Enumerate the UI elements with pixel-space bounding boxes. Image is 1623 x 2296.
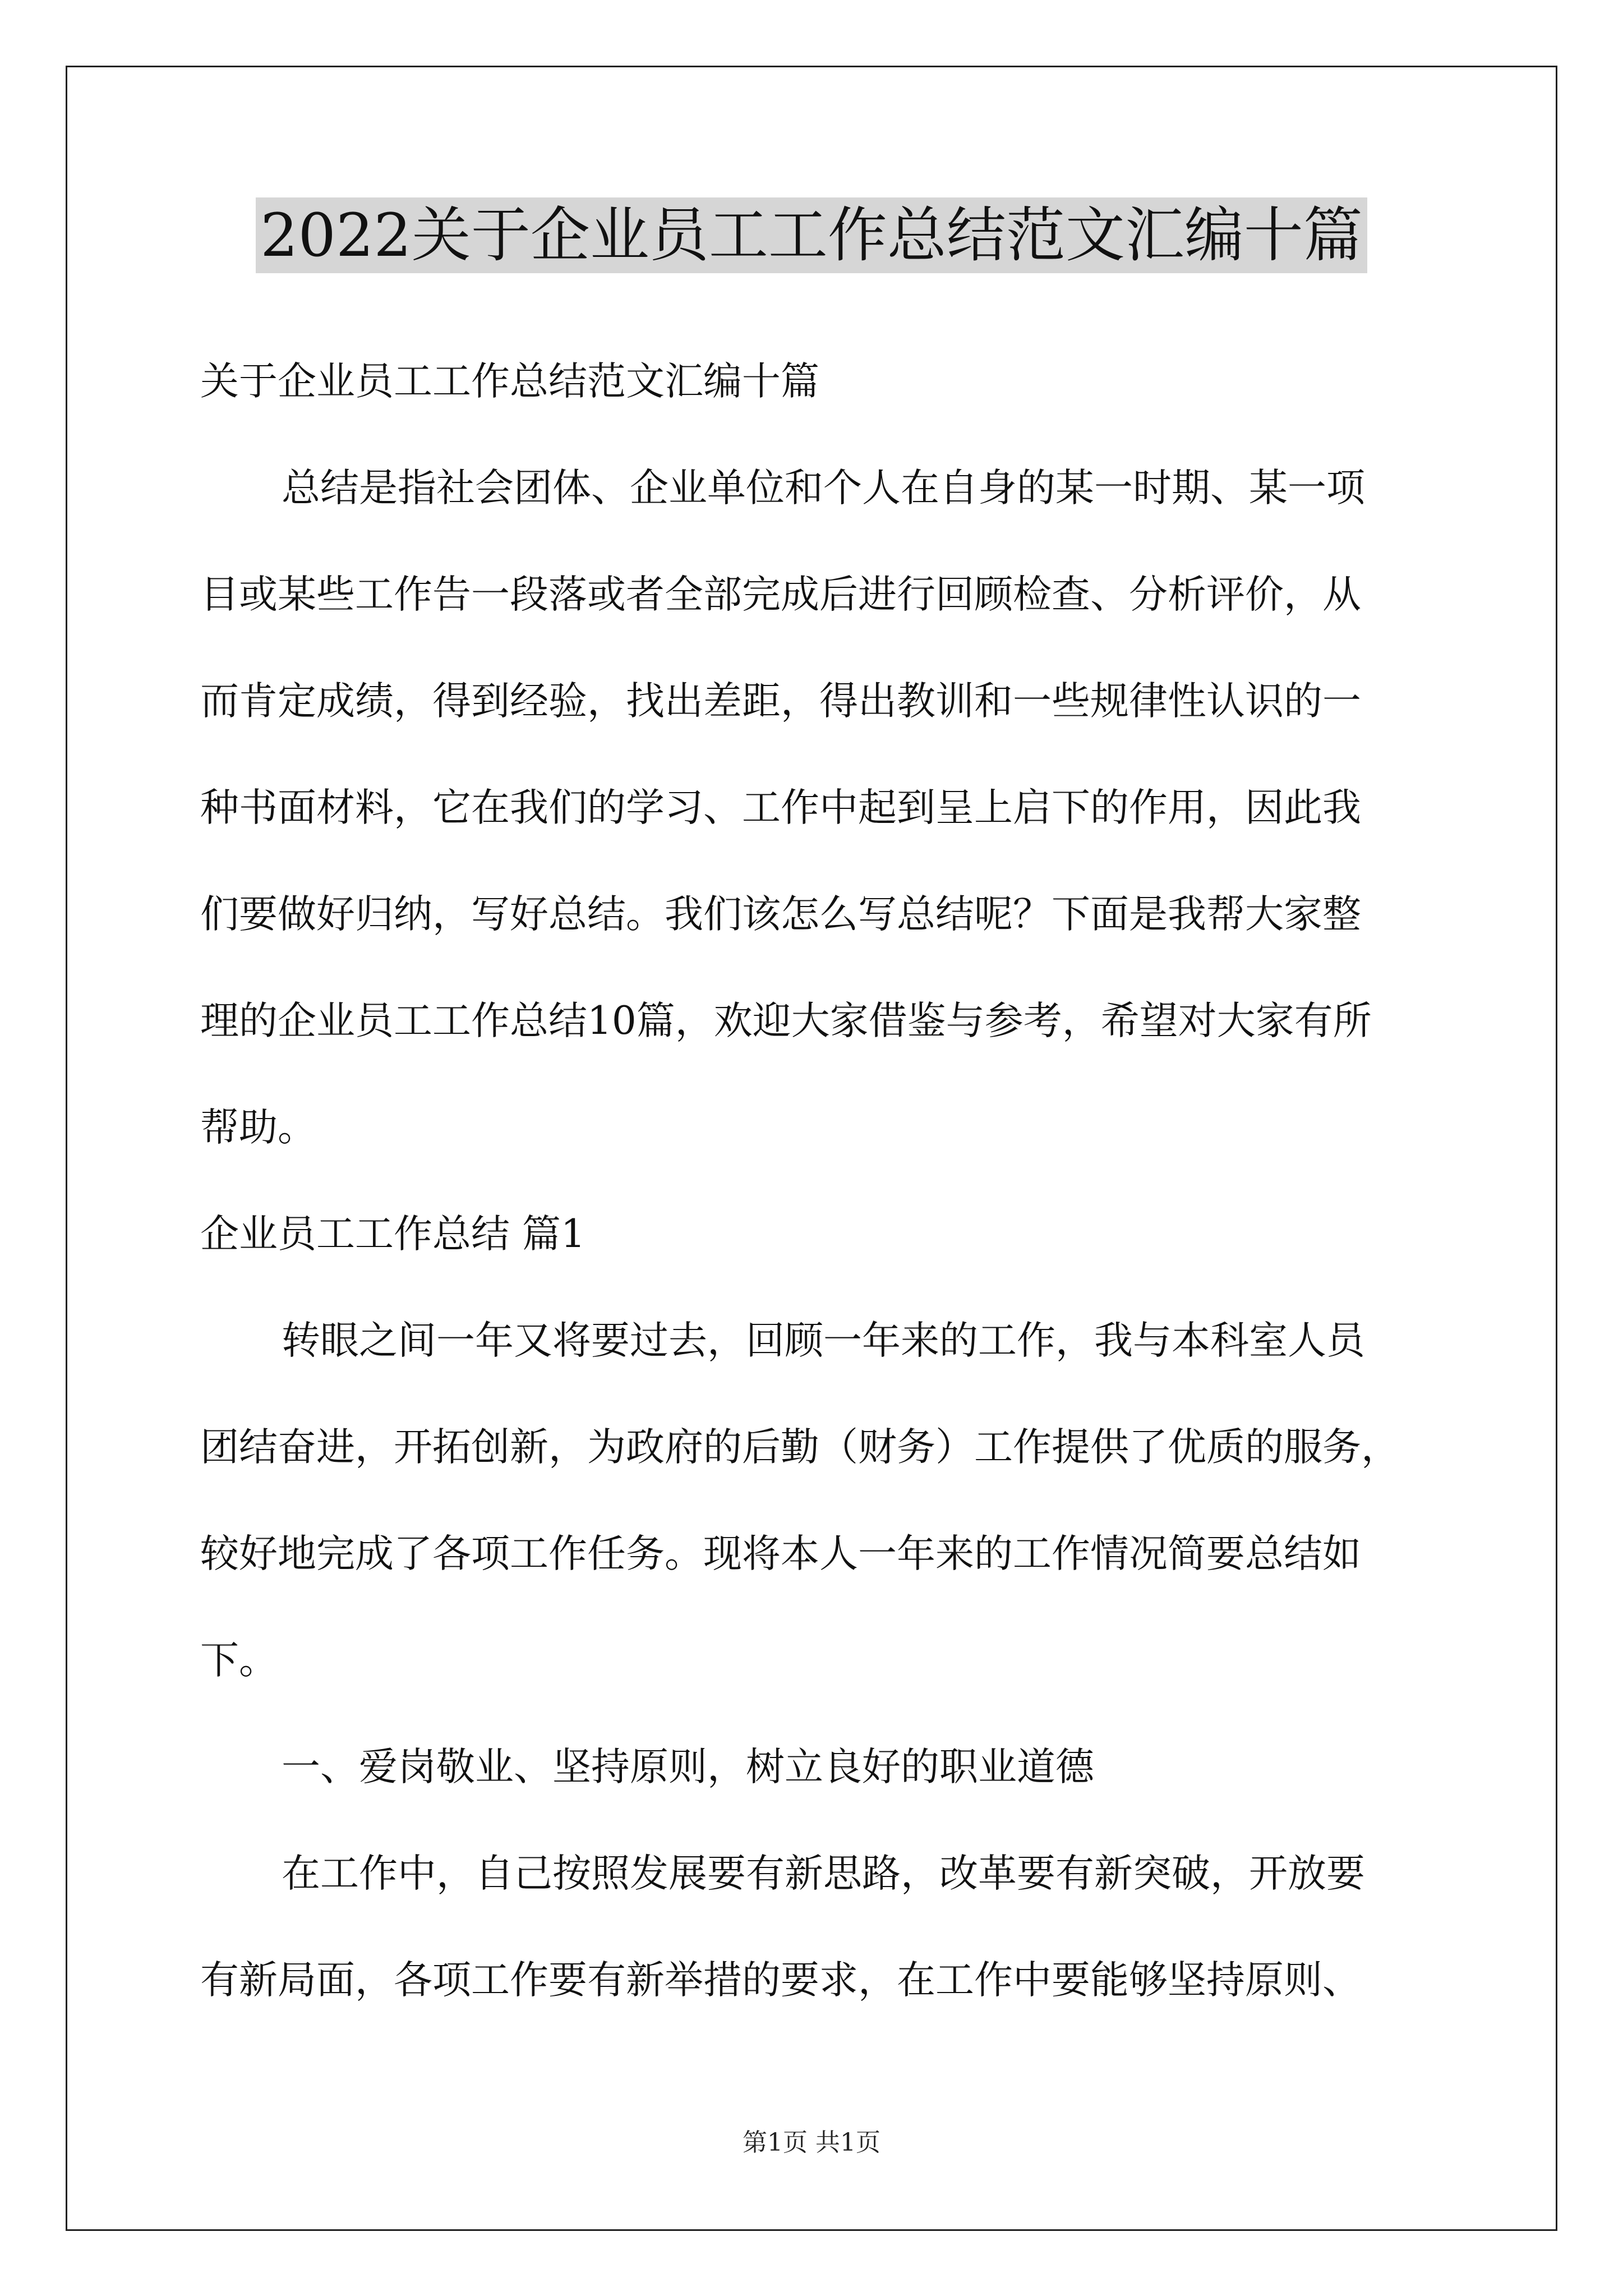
intro-line: 们要做好归纳，写好总结。我们该怎么写总结呢？下面是我帮大家整 xyxy=(200,892,1361,937)
document-title xyxy=(0,196,1623,275)
closing-line: 在工作中，自己按照发展要有新思路，改革要有新突破，开放要 xyxy=(282,1851,1365,1896)
section-line: 较好地完成了各项工作任务。现将本人一年来的工作情况简要总结如 xyxy=(200,1531,1361,1576)
closing-line: 有新局面，各项工作要有新举措的要求，在工作中要能够坚持原则、 xyxy=(200,1958,1361,2003)
intro-line: 目或某些工作告一段落或者全部完成后进行回顾检查、分析评价，从 xyxy=(200,572,1361,617)
intro-line: 帮助。 xyxy=(200,1105,316,1150)
document-title-text: 2022关于企业员工工作总结范文汇编十篇 xyxy=(256,197,1367,273)
section-line: 团结奋进，开拓创新，为政府的后勤（财务）工作提供了优质的服务， xyxy=(200,1425,1400,1470)
page-footer: 第1页 共1页 xyxy=(743,2128,880,2157)
intro-line: 理的企业员工工作总结10篇，欢迎大家借鉴与参考，希望对大家有所 xyxy=(200,999,1372,1043)
document-subtitle: 关于企业员工工作总结范文汇编十篇 xyxy=(200,359,819,404)
section-line: 转眼之间一年又将要过去，回顾一年来的工作，我与本科室人员 xyxy=(282,1318,1365,1363)
section-line: 下。 xyxy=(200,1638,278,1683)
intro-line: 而肯定成绩，得到经验，找出差距，得出教训和一些规律性认识的一 xyxy=(200,679,1361,724)
intro-line: 总结是指社会团体、企业单位和个人在自身的某一时期、某一项 xyxy=(282,466,1365,510)
intro-line: 种书面材料，它在我们的学习、工作中起到呈上启下的作用，因此我 xyxy=(200,785,1361,830)
section-heading: 企业员工工作总结 篇1 xyxy=(200,1212,585,1257)
subheading: 一、爱岗敬业、坚持原则，树立良好的职业道德 xyxy=(282,1745,1094,1789)
